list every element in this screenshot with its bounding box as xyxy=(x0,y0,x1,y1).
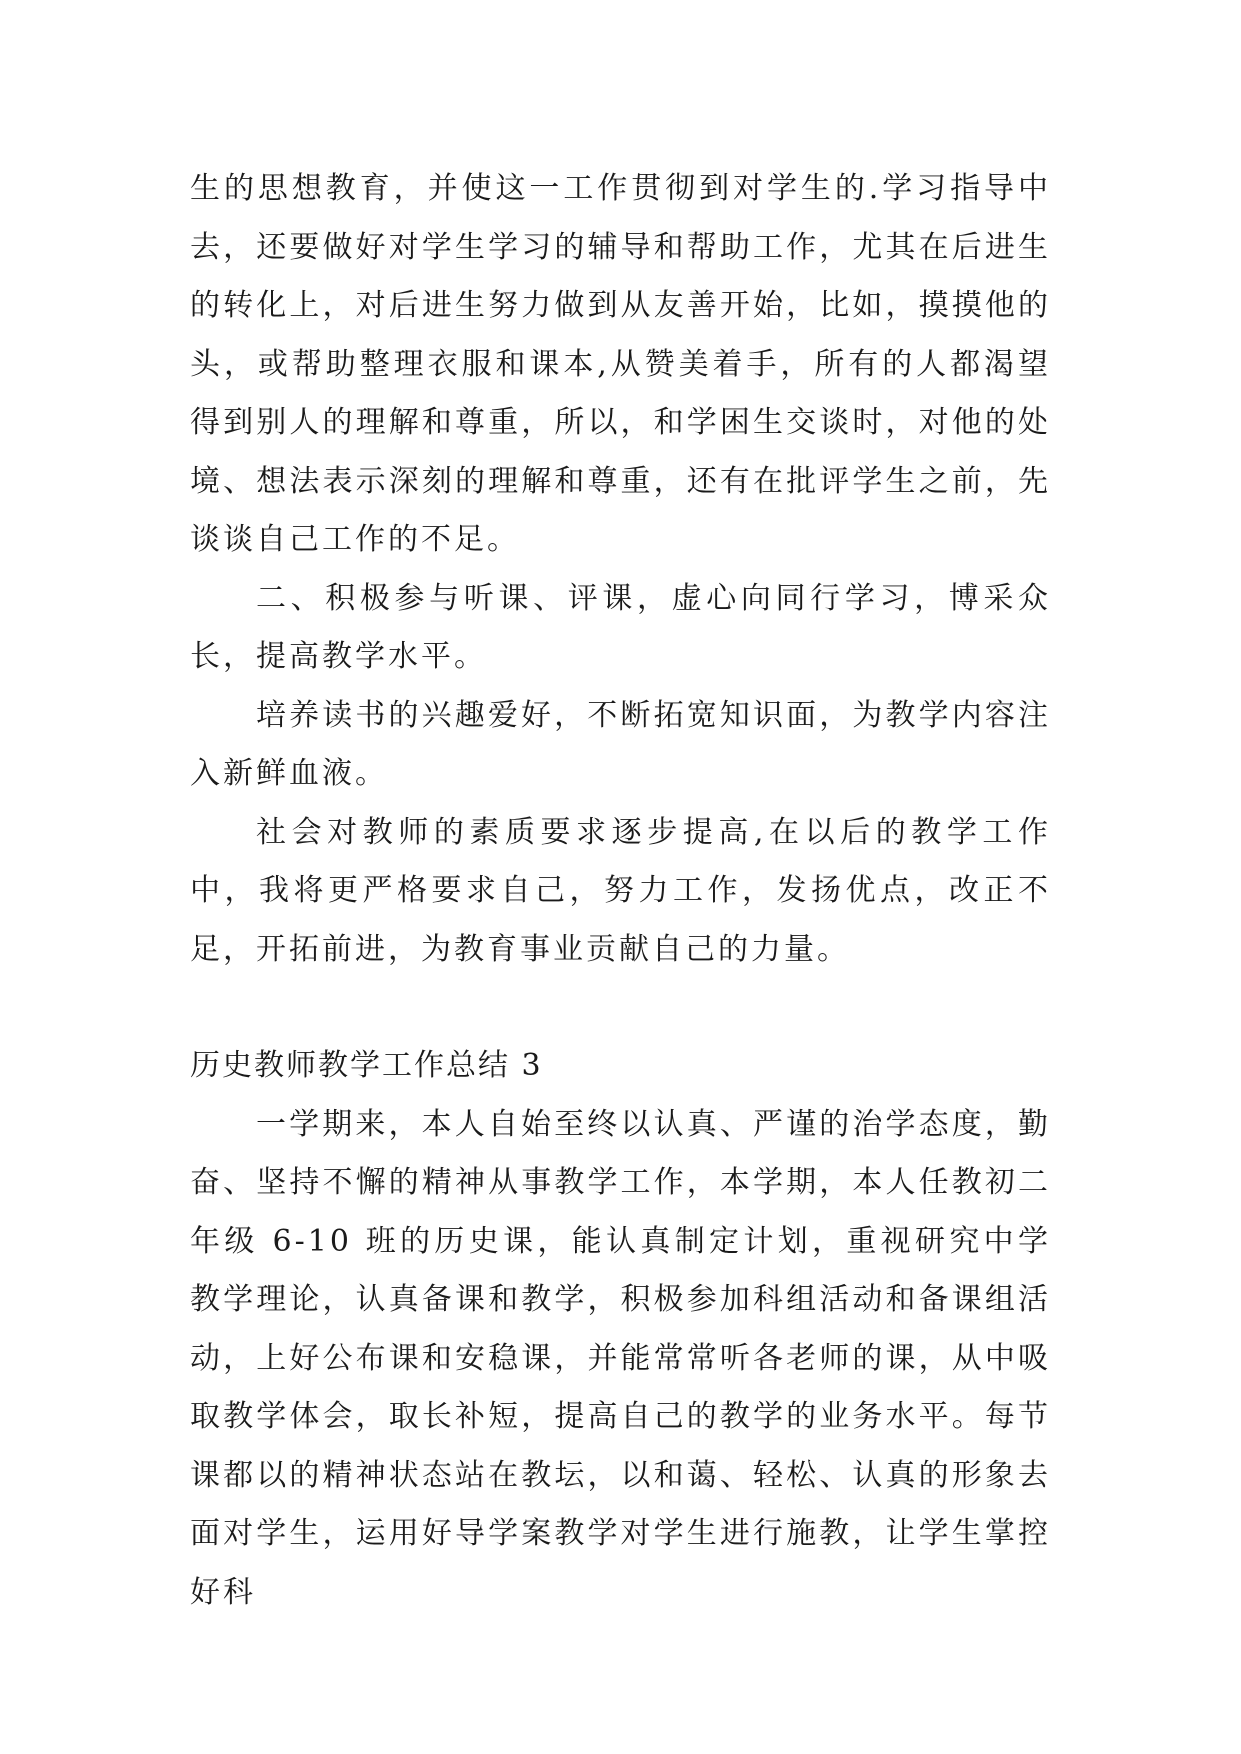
paragraph-summary-3: 一学期来，本人自始至终以认真、严谨的治学态度，勤奋、坚持不懈的精神从事教学工作，本学期，本人任教初二年级 6-10 班的历史课，能认真制定计划，重视研究中学教学理论，认真备课和教学，积极参加科组活动和备课组活动，上好公布课和安稳课，并能常常听各老师的课，从中吸取教学体会，取长补短，提高自己的教学的业务水平。每节课都以的精神状态站在教坛，以和蔼、轻松、认真的形象去面对学生，运用好导学案教学对学生进行施教，让学生掌控好科 xyxy=(190,1106,1051,1610)
section-title: 历史教师教学工作总结 3 xyxy=(190,1048,543,1083)
paragraph-closing: 社会对教师的素质要求逐步提高,在以后的教学工作中，我将更严格要求自己，努力工作，发扬优点，改正不足，开拓前进，为教育事业贡献自己的力量。 xyxy=(190,814,1051,967)
paragraph-continuation: 生的思想教育，并使这一工作贯彻到对学生的.学习指导中去，还要做好对学生学习的辅导和帮助工作，尤其在后进生的转化上，对后进生努力做到从友善开始，比如，摸摸他的头，或帮助整理衣服和课本,从赞美着手，所有的人都渴望得到别人的理解和尊重，所以，和学困生交谈时，对他的处境、想法表示深刻的理解和尊重，还有在批评学生之前，先谈谈自己工作的不足。 xyxy=(190,171,1051,557)
paragraph-point-two: 二、积极参与听课、评课，虚心向同行学习，博采众长，提高教学水平。 xyxy=(190,580,1051,674)
paragraph-reading: 培养读书的兴趣爱好，不断拓宽知识面，为教学内容注入新鲜血液。 xyxy=(190,697,1051,791)
document-body xyxy=(190,160,1051,1622)
